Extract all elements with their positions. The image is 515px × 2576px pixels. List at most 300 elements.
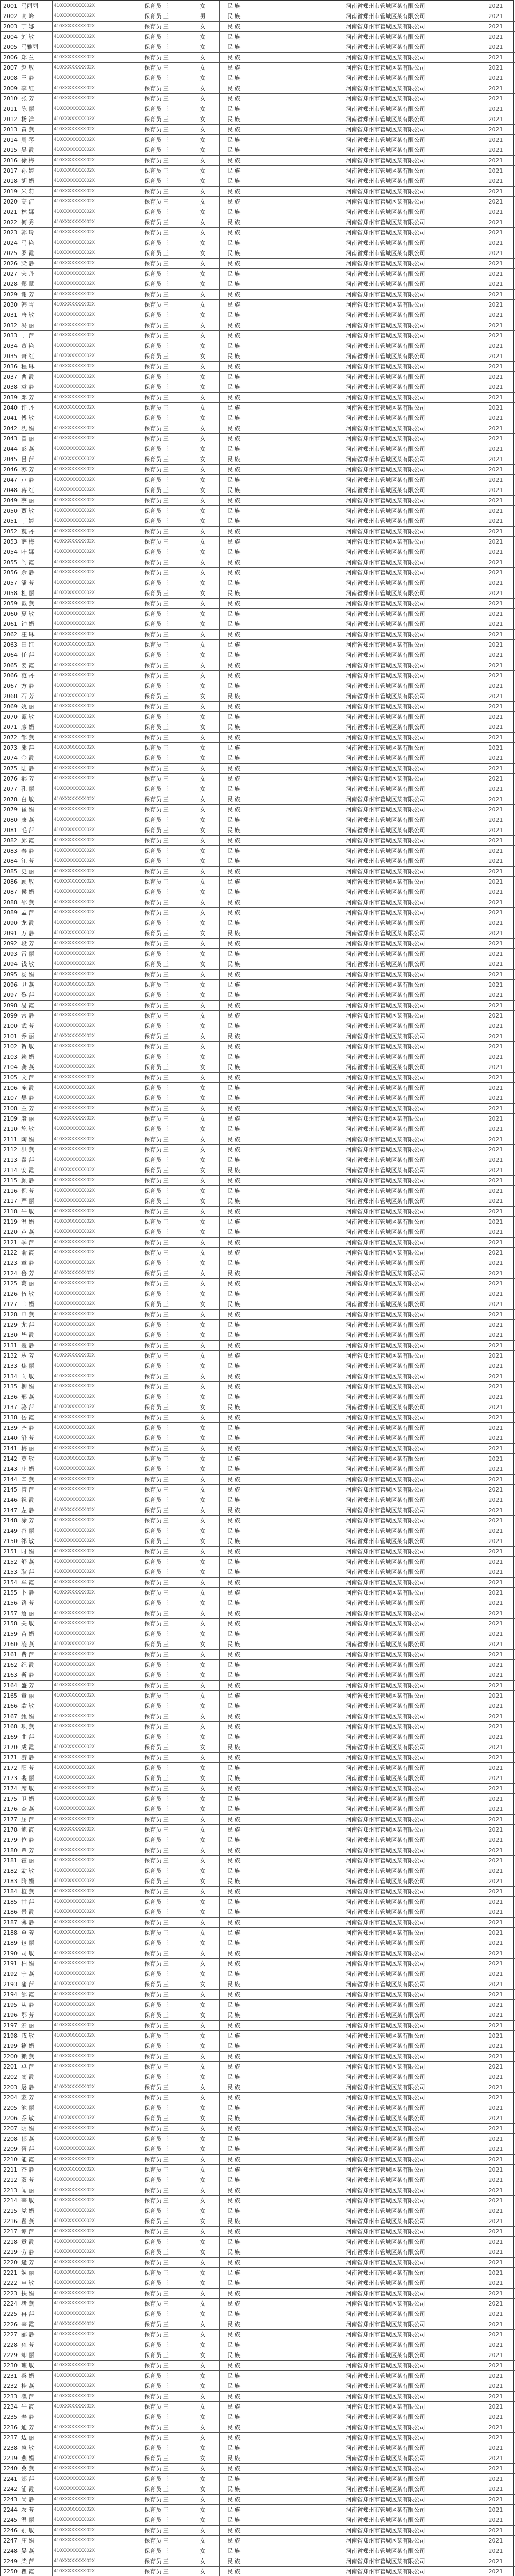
status-cell: 民 族 [220,465,321,475]
person-name-cell: 丁 婷 [20,516,53,527]
status-cell: 民 族 [220,1042,321,1052]
person-name-cell: 刘 敏 [20,32,53,42]
job-type-cell: 保育员 三 [127,269,186,279]
gender-cell: 女 [186,2392,220,2402]
person-name-cell: 郦 静 [20,2330,53,2340]
organization-cell: 河南省郑州市管城区某有限公司 [321,1825,450,1835]
table-row [1,1897,515,1907]
gender-cell: 女 [186,897,220,908]
id-number-cell: 410XXXXXXXX02X [53,1969,127,1979]
table-row [1,1516,515,1526]
id-number-cell: 410XXXXXXXX02X [53,1227,127,1238]
id-number-cell: 410XXXXXXXX02X [53,506,127,516]
status-cell: 民 族 [220,856,321,867]
table-row [1,290,515,300]
year-cell: 2021 [450,496,515,506]
gender-cell: 女 [186,1969,220,1979]
job-type-cell: 保育员 三 [127,207,186,217]
job-type-cell: 保育员 三 [127,156,186,166]
row-number-cell: 2065 [1,660,20,671]
id-number-cell: 410XXXXXXXX02X [53,2072,127,2082]
year-cell: 2021 [450,22,515,32]
status-cell: 民 族 [220,156,321,166]
person-name-cell: 马雅丽 [20,42,53,53]
year-cell: 2021 [450,2340,515,2350]
table-row [1,135,515,145]
gender-cell: 女 [186,547,220,557]
gender-cell: 女 [186,1866,220,1876]
organization-cell: 河南省郑州市管城区某有限公司 [321,1227,450,1238]
year-cell: 2021 [450,1918,515,1928]
status-cell: 民 族 [220,1413,321,1423]
gender-cell: 女 [186,1310,220,1320]
person-name-cell: 洪 燕 [20,1145,53,1155]
gender-cell: 女 [186,1845,220,1856]
year-cell: 2021 [450,1268,515,1279]
organization-cell: 河南省郑州市管城区某有限公司 [321,2155,450,2165]
id-number-cell: 410XXXXXXXX02X [53,2196,127,2206]
job-type-cell: 保育员 三 [127,1320,186,1330]
year-cell: 2021 [450,114,515,125]
organization-cell: 河南省郑州市管城区某有限公司 [321,1711,450,1722]
year-cell: 2021 [450,1928,515,1938]
person-name-cell: 于 萍 [20,331,53,341]
gender-cell: 女 [186,2247,220,2258]
table-row [1,1361,515,1371]
status-cell: 民 族 [220,341,321,351]
person-name-cell: 安 霞 [20,1165,53,1176]
row-number-cell: 2090 [1,918,20,928]
person-name-cell: 宋 丹 [20,269,53,279]
gender-cell: 女 [186,2515,220,2526]
table-row [1,856,515,867]
person-name-cell: 高 洁 [20,197,53,207]
organization-cell: 河南省郑州市管城区某有限公司 [321,331,450,341]
id-number-cell: 410XXXXXXXX02X [53,1454,127,1464]
status-cell: 民 族 [220,135,321,145]
status-cell: 民 族 [220,2103,321,2113]
person-name-cell: 曾 丽 [20,434,53,444]
table-row [1,63,515,73]
status-cell: 民 族 [220,1186,321,1196]
person-name-cell: 程 琳 [20,362,53,372]
person-name-cell: 宰 霞 [20,2319,53,2330]
organization-cell: 河南省郑州市管城区某有限公司 [321,2495,450,2505]
year-cell: 2021 [450,1485,515,1495]
year-cell: 2021 [450,1433,515,1444]
row-number-cell: 2243 [1,2495,20,2505]
organization-cell: 河南省郑州市管城区某有限公司 [321,1444,450,1454]
organization-cell: 河南省郑州市管城区某有限公司 [321,1021,450,1031]
job-type-cell: 保育员 三 [127,2021,186,2031]
organization-cell: 河南省郑州市管城区某有限公司 [321,2227,450,2237]
job-type-cell: 保育员 三 [127,2082,186,2093]
status-cell: 民 族 [220,1660,321,1670]
person-name-cell: 冉 萍 [20,2309,53,2319]
table-row [1,784,515,794]
row-number-cell: 2195 [1,2000,20,2010]
id-number-cell: 410XXXXXXXX02X [53,279,127,290]
id-number-cell: 410XXXXXXXX02X [53,609,127,619]
row-number-cell: 2137 [1,1402,20,1413]
table-row [1,897,515,908]
job-type-cell: 保育员 三 [127,1722,186,1732]
status-cell: 民 族 [220,2206,321,2216]
row-number-cell: 2013 [1,125,20,135]
person-name-cell: 张 芳 [20,94,53,104]
person-name-cell: 凌 燕 [20,1639,53,1650]
job-type-cell: 保育员 三 [127,2124,186,2134]
row-number-cell: 2234 [1,2402,20,2412]
organization-cell: 河南省郑州市管城区某有限公司 [321,2031,450,2041]
year-cell: 2021 [450,2103,515,2113]
year-cell: 2021 [450,1536,515,1547]
table-row [1,1711,515,1722]
person-name-cell: 常 静 [20,1011,53,1021]
person-name-cell: 万 静 [20,928,53,939]
person-name-cell: 白 敏 [20,794,53,805]
id-number-cell: 410XXXXXXXX02X [53,1371,127,1382]
status-cell: 民 族 [220,1371,321,1382]
row-number-cell: 2233 [1,2392,20,2402]
year-cell: 2021 [450,1876,515,1887]
id-number-cell: 410XXXXXXXX02X [53,712,127,722]
table-row [1,949,515,959]
job-type-cell: 保育员 三 [127,2340,186,2350]
job-type-cell: 保育员 三 [127,423,186,434]
status-cell: 民 族 [220,1392,321,1402]
id-number-cell: 410XXXXXXXX02X [53,671,127,681]
person-name-cell: 舒 燕 [20,1557,53,1567]
id-number-cell: 410XXXXXXXX02X [53,1588,127,1598]
id-number-cell: 410XXXXXXXX02X [53,619,127,630]
organization-cell: 河南省郑州市管城区某有限公司 [321,1299,450,1310]
table-row [1,2052,515,2062]
row-number-cell: 2232 [1,2381,20,2392]
gender-cell: 女 [186,1990,220,2000]
id-number-cell: 410XXXXXXXX02X [53,557,127,568]
table-row [1,2000,515,2010]
person-name-cell: 单 芳 [20,1928,53,1938]
status-cell: 民 族 [220,1711,321,1722]
status-cell: 民 族 [220,928,321,939]
status-cell: 民 族 [220,836,321,846]
id-number-cell: 410XXXXXXXX02X [53,485,127,496]
row-number-cell: 2052 [1,527,20,537]
table-row [1,1052,515,1062]
organization-cell: 河南省郑州市管城区某有限公司 [321,1722,450,1732]
year-cell: 2021 [450,1351,515,1361]
year-cell: 2021 [450,702,515,712]
row-number-cell: 2199 [1,2041,20,2052]
year-cell: 2021 [450,1804,515,1815]
gender-cell: 女 [186,959,220,970]
status-cell: 民 族 [220,1485,321,1495]
job-type-cell: 保育员 三 [127,1217,186,1227]
job-type-cell: 保育员 三 [127,959,186,970]
gender-cell: 女 [186,2330,220,2340]
row-number-cell: 2053 [1,537,20,547]
person-name-cell: 周 琴 [20,135,53,145]
year-cell: 2021 [450,1021,515,1031]
job-type-cell: 保育员 三 [127,2031,186,2041]
person-name-cell: 薛 梅 [20,537,53,547]
row-number-cell: 2121 [1,1238,20,1248]
id-number-cell: 410XXXXXXXX02X [53,1547,127,1557]
gender-cell: 女 [186,1804,220,1815]
job-type-cell: 保育员 三 [127,588,186,599]
job-type-cell: 保育员 三 [127,465,186,475]
person-name-cell: 屈 萍 [20,1815,53,1825]
status-cell: 民 族 [220,1423,321,1433]
gender-cell: 女 [186,1907,220,1918]
gender-cell: 女 [186,1856,220,1866]
organization-cell: 河南省郑州市管城区某有限公司 [321,1001,450,1011]
organization-cell: 河南省郑州市管城区某有限公司 [321,2453,450,2464]
id-number-cell: 410XXXXXXXX02X [53,2495,127,2505]
year-cell: 2021 [450,485,515,496]
gender-cell: 女 [186,403,220,413]
gender-cell: 女 [186,1176,220,1186]
table-row [1,928,515,939]
table-row [1,269,515,279]
person-name-cell: 扶 娟 [20,2289,53,2299]
job-type-cell: 保育员 三 [127,1155,186,1165]
gender-cell: 女 [186,1186,220,1196]
id-number-cell: 410XXXXXXXX02X [53,970,127,980]
year-cell: 2021 [450,722,515,733]
row-number-cell: 2159 [1,1629,20,1639]
person-name-cell: 尹 燕 [20,980,53,990]
job-type-cell: 保育员 三 [127,1948,186,1959]
status-cell: 民 族 [220,578,321,588]
year-cell: 2021 [450,2422,515,2433]
year-cell: 2021 [450,2082,515,2093]
status-cell: 民 族 [220,1639,321,1650]
row-number-cell: 2047 [1,475,20,485]
organization-cell: 河南省郑州市管城区某有限公司 [321,2381,450,2392]
id-number-cell: 410XXXXXXXX02X [53,1382,127,1392]
id-number-cell: 410XXXXXXXX02X [53,2093,127,2103]
id-number-cell: 410XXXXXXXX02X [53,2546,127,2556]
id-number-cell: 410XXXXXXXX02X [53,2453,127,2464]
job-type-cell: 保育员 三 [127,1650,186,1660]
id-number-cell: 410XXXXXXXX02X [53,836,127,846]
status-cell: 民 族 [220,1134,321,1145]
organization-cell: 河南省郑州市管城区某有限公司 [321,1578,450,1588]
row-number-cell: 2175 [1,1794,20,1804]
organization-cell: 河南省郑州市管城区某有限公司 [321,1134,450,1145]
job-type-cell: 保育员 三 [127,722,186,733]
year-cell: 2021 [450,908,515,918]
table-row [1,1547,515,1557]
id-number-cell: 410XXXXXXXX02X [53,393,127,403]
year-cell: 2021 [450,825,515,836]
status-cell: 民 族 [220,1083,321,1093]
row-number-cell: 2114 [1,1165,20,1176]
id-number-cell: 410XXXXXXXX02X [53,722,127,733]
gender-cell: 女 [186,1557,220,1567]
table-row [1,1258,515,1268]
person-name-cell: 贡 霞 [20,2237,53,2247]
job-type-cell: 保育员 三 [127,1475,186,1485]
organization-cell: 河南省郑州市管城区某有限公司 [321,1681,450,1691]
gender-cell: 女 [186,454,220,465]
year-cell: 2021 [450,588,515,599]
row-number-cell: 2149 [1,1526,20,1536]
status-cell: 民 族 [220,1526,321,1536]
gender-cell: 女 [186,980,220,990]
year-cell: 2021 [450,1341,515,1351]
person-name-cell: 童 丽 [20,1691,53,1701]
table-row [1,1701,515,1711]
row-number-cell: 2198 [1,2031,20,2041]
table-row [1,2495,515,2505]
gender-cell: 女 [186,1114,220,1124]
status-cell: 民 族 [220,2144,321,2155]
table-row [1,970,515,980]
job-type-cell: 保育员 三 [127,1670,186,1681]
status-cell: 民 族 [220,2464,321,2474]
table-row [1,166,515,176]
status-cell: 民 族 [220,145,321,156]
gender-cell: 女 [186,32,220,42]
row-number-cell: 2196 [1,2010,20,2021]
year-cell: 2021 [450,145,515,156]
id-number-cell: 410XXXXXXXX02X [53,918,127,928]
organization-cell: 河南省郑州市管城区某有限公司 [321,774,450,784]
job-type-cell: 保育员 三 [127,217,186,228]
status-cell: 民 族 [220,1763,321,1773]
gender-cell: 女 [186,856,220,867]
person-name-cell: 涂 芳 [20,1516,53,1526]
year-cell: 2021 [450,362,515,372]
job-type-cell: 保育员 三 [127,753,186,764]
row-number-cell: 2101 [1,1031,20,1042]
id-number-cell: 410XXXXXXXX02X [53,1691,127,1701]
row-number-cell: 2138 [1,1413,20,1423]
organization-cell: 河南省郑州市管城区某有限公司 [321,2556,450,2567]
job-type-cell: 保育员 三 [127,1979,186,1990]
status-cell: 民 族 [220,2041,321,2052]
gender-cell: 女 [186,2258,220,2268]
row-number-cell: 2239 [1,2453,20,2464]
job-type-cell: 保育员 三 [127,2185,186,2196]
organization-cell: 河南省郑州市管城区某有限公司 [321,362,450,372]
person-name-cell: 索 丽 [20,2021,53,2031]
id-number-cell: 410XXXXXXXX02X [53,2031,127,2041]
job-type-cell: 保育员 三 [127,1392,186,1402]
year-cell: 2021 [450,300,515,310]
organization-cell: 河南省郑州市管城区某有限公司 [321,1928,450,1938]
row-number-cell: 2209 [1,2144,20,2155]
year-cell: 2021 [450,341,515,351]
organization-cell: 河南省郑州市管城区某有限公司 [321,1454,450,1464]
person-name-cell: 司 敏 [20,1948,53,1959]
table-row [1,1001,515,1011]
person-name-cell: 温 娟 [20,1217,53,1227]
row-number-cell: 2069 [1,702,20,712]
year-cell: 2021 [450,2412,515,2422]
year-cell: 2021 [450,1330,515,1341]
organization-cell: 河南省郑州市管城区某有限公司 [321,588,450,599]
gender-cell: 女 [186,650,220,660]
person-name-cell: 萧 红 [20,351,53,362]
id-number-cell: 410XXXXXXXX02X [53,444,127,454]
id-number-cell: 410XXXXXXXX02X [53,362,127,372]
person-name-cell: 祝 霞 [20,1495,53,1505]
year-cell: 2021 [450,2041,515,2052]
job-type-cell: 保育员 三 [127,1444,186,1454]
organization-cell: 河南省郑州市管城区某有限公司 [321,1660,450,1670]
organization-cell: 河南省郑州市管城区某有限公司 [321,1341,450,1351]
person-name-cell: 向 敏 [20,1371,53,1382]
job-type-cell: 保育员 三 [127,1516,186,1526]
row-number-cell: 2039 [1,393,20,403]
id-number-cell: 410XXXXXXXX02X [53,1052,127,1062]
gender-cell: 女 [186,2278,220,2289]
organization-cell: 河南省郑州市管城区某有限公司 [321,1794,450,1804]
status-cell: 民 族 [220,73,321,83]
table-row [1,1011,515,1021]
organization-cell: 河南省郑州市管城区某有限公司 [321,1959,450,1969]
person-name-cell: 莫 敏 [20,1454,53,1464]
job-type-cell: 保育员 三 [127,980,186,990]
gender-cell: 女 [186,2381,220,2392]
table-row [1,434,515,444]
gender-cell: 女 [186,2443,220,2453]
gender-cell: 女 [186,1567,220,1578]
table-row [1,825,515,836]
job-type-cell: 保育员 三 [127,135,186,145]
year-cell: 2021 [450,897,515,908]
year-cell: 2021 [450,2113,515,2124]
person-name-cell: 晏 燕 [20,2546,53,2556]
row-number-cell: 2223 [1,2289,20,2299]
row-number-cell: 2050 [1,506,20,516]
id-number-cell: 410XXXXXXXX02X [53,465,127,475]
year-cell: 2021 [450,2453,515,2464]
job-type-cell: 保育员 三 [127,362,186,372]
table-row [1,702,515,712]
year-cell: 2021 [450,1856,515,1866]
row-number-cell: 2086 [1,877,20,887]
row-number-cell: 2025 [1,248,20,259]
id-number-cell: 410XXXXXXXX02X [53,1083,127,1093]
job-type-cell: 保育员 三 [127,897,186,908]
row-number-cell: 2246 [1,2526,20,2536]
job-type-cell: 保育员 三 [127,2268,186,2278]
person-name-cell: 蔺 霞 [20,2072,53,2082]
year-cell: 2021 [450,1248,515,1258]
id-number-cell: 410XXXXXXXX02X [53,2021,127,2031]
gender-cell: 女 [186,1289,220,1299]
gender-cell: 女 [186,599,220,609]
gender-cell: 女 [186,1516,220,1526]
id-number-cell: 410XXXXXXXX02X [53,1979,127,1990]
person-name-cell: 祁 敏 [20,1536,53,1547]
job-type-cell: 保育员 三 [127,846,186,856]
id-number-cell: 410XXXXXXXX02X [53,990,127,1001]
job-type-cell: 保育员 三 [127,764,186,774]
job-type-cell: 保育员 三 [127,2237,186,2247]
row-number-cell: 2145 [1,1485,20,1495]
organization-cell: 河南省郑州市管城区某有限公司 [321,2464,450,2474]
id-number-cell: 410XXXXXXXX02X [53,1681,127,1691]
table-row [1,1402,515,1413]
status-cell: 民 族 [220,1866,321,1876]
person-name-cell: 甄 娟 [20,1711,53,1722]
